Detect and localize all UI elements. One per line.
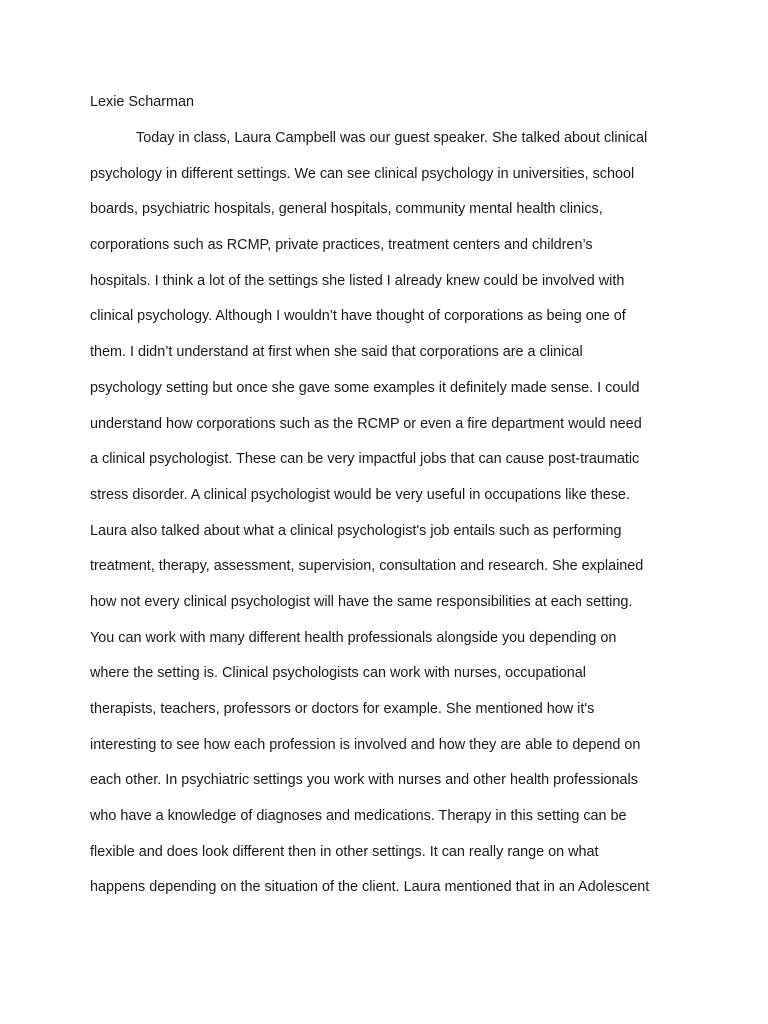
body-paragraph — [90, 128, 690, 913]
text-line: psychology in different settings. We can see clinical psychology in universities, school — [90, 165, 635, 182]
text-line: who have a knowledge of diagnoses and medications. Therapy in this setting can be — [90, 808, 627, 825]
text-line: hospitals. I think a lot of the settings she listed I already knew could be involved with — [90, 272, 625, 289]
text-line: happens depending on the situation of the client. Laura mentioned that in an Adolescent — [90, 879, 650, 896]
text-line: clinical psychology. Although I wouldn’t have thought of corporations as being one of — [90, 308, 626, 325]
text-line: corporations such as RCMP, private practices, treatment centers and children’s — [90, 237, 593, 254]
text-line: Laura also talked about what a clinical psychologist's job entails such as performing — [90, 522, 622, 539]
text-line: interesting to see how each profession is involved and how they are able to depend on — [90, 736, 641, 753]
text-line: therapists, teachers, professors or doctors for example. She mentioned how it's — [90, 701, 595, 717]
text-line: each other. In psychiatric settings you work with nurses and other health professionals — [90, 772, 638, 789]
text-line: where the setting is. Clinical psychologists can work with nurses, occupational — [90, 665, 586, 682]
text-line: You can work with many different health professionals alongside you depending on — [90, 629, 617, 646]
text-line: flexible and does look different then in other settings. It can really range on what — [90, 843, 599, 860]
text-line: them. I didn’t understand at first when she said that corporations are a clinical — [90, 344, 583, 361]
text-line: treatment, therapy, assessment, supervision, consultation and research. She explained — [90, 558, 644, 575]
text-line: psychology setting but once she gave some examples it definitely made sense. I could — [90, 379, 640, 396]
text-line: understand how corporations such as the RCMP or even a fire department would need — [90, 415, 642, 432]
text-line: a clinical psychologist. These can be very impactful jobs that can cause post-traumatic — [90, 451, 640, 468]
text-line: how not every clinical psychologist will have the same responsibilities at each setting. — [90, 593, 633, 610]
text-line: stress disorder. A clinical psychologist would be very useful in occupations like these. — [90, 486, 630, 503]
text-line: Today in class, Laura Campbell was our guest speaker. She talked about clinical — [136, 130, 648, 146]
author-name: Lexie Scharman — [90, 94, 194, 110]
text-line: boards, psychiatric hospitals, general hospitals, community mental health clinics, — [90, 201, 603, 218]
